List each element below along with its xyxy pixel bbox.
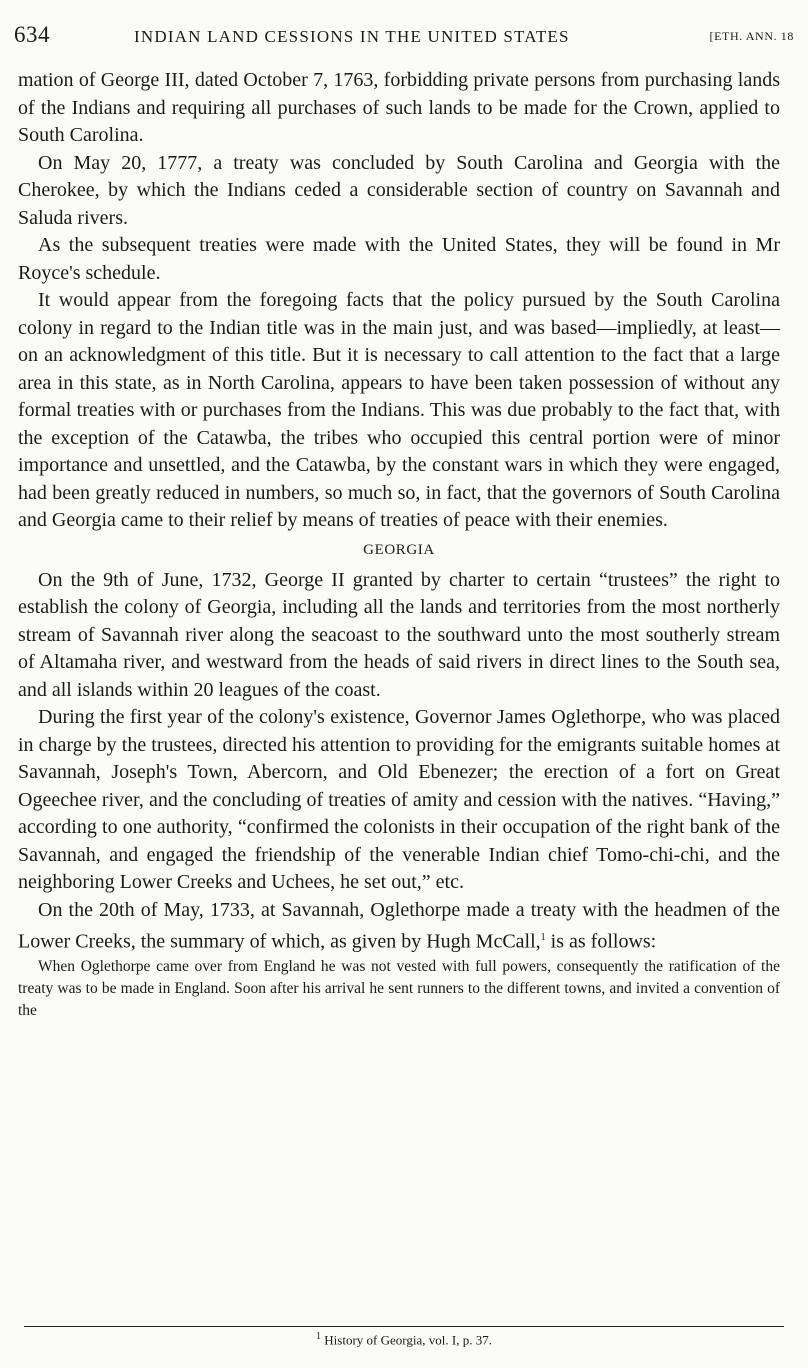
creek-treaty-text-end: is as follows: [545,930,657,953]
paragraph-policy: It would appear from the foregoing facts that the policy pursued by the South Carolina colony in regard to the Indian title was in the main just, and was based—impliedly, at least—on an acknowledgment of this title. But it is necessary to call attention to the fact that a large area in this state, as in North Carolina, appears to have been taken possession of without any formal treaties with or purchases from the Indians. This was due probably to the fact that, with the exception of the Catawba, the tribes who occupied this central portion were of minor importance and unsettled, and the Catawba, by the constant wars in which they were engaged, had been greatly reduced in numbers, so much so, in fact, that the governors of South Carolina and Georgia came to their relief by means of treaties of peace with their enemies. [18,289,780,531]
annual-reference: [ETH. ANN. 18 [709,29,794,43]
running-title: INDIAN LAND CESSIONS IN THE UNITED STATES [134,27,570,46]
running-header [14,22,794,52]
body-text [18,67,780,1022]
footnote-number: 1 [316,1331,322,1342]
footnote-rule [24,1326,784,1327]
footnote-marker: 1 [540,932,546,943]
paragraph-creek-treaty [18,897,780,957]
paragraph-continuation: mation of George III, dated October 7, 1763, forbidding private persons from purchasing lands of the Indians and requiring all purchases of such lands to be made for the Crown, applied to South Carolina. [18,69,780,146]
paragraph-royce-schedule: As the subsequent treaties were made with the United States, they will be found in Mr Royce's schedule. [18,234,780,284]
paragraph-cherokee-treaty: On May 20, 1777, a treaty was concluded by South Carolina and Georgia with the Cherokee, by which the Indians ceded a considerable section of country on Savannah and Saluda rivers. [18,151,780,229]
footnote [0,1331,808,1348]
paragraph-georgia-charter: On the 9th of June, 1732, George II granted by charter to certain “trustees” the right to establish the colony of Georgia, including all the lands and territories from the most northerly stream of Savannah river along the seacoast to the southward unto the most southerly stream of Altamaha river, and westward from the heads of said rivers in direct lines to the South sea, and all islands within 20 leagues of the coast. [18,568,780,701]
block-quote: When Oglethorpe came over from England he was not vested with full powers, consequently the ratification of the treaty was to be made in England. Soon after his arrival he sent runners to the different towns, and invited a convention of the [18,958,780,1020]
page-number: 634 [14,22,50,47]
footnote-text: History of Georgia, vol. I, p. 37. [321,1332,492,1348]
section-heading-georgia: GEORGIA [363,541,435,558]
paragraph-oglethorpe: During the first year of the colony's existence, Governor James Oglethorpe, who was placed in charge by the trustees, directed his attention to providing for the emigrants suitable homes at Savannah, Joseph's Town, Abercorn, and Old Ebenezer; the erection of a fort on Great Ogeechee river, and the concluding of treaties of amity and cession with the natives. “Having,” according to one authority, “confirmed the colonists in their occupation of the right bank of the Savannah, and engaged the friendship of the venerable Indian chief Tomo-chi-chi, and the neighboring Lower Creeks and Uchees, he set out,” etc. [18,706,780,893]
creek-treaty-text: On the 20th of May, 1733, at Savannah, Oglethorpe made a treaty with the headmen of the Lower Creeks, the summary of which, as given by Hugh McCall, [18,898,780,953]
